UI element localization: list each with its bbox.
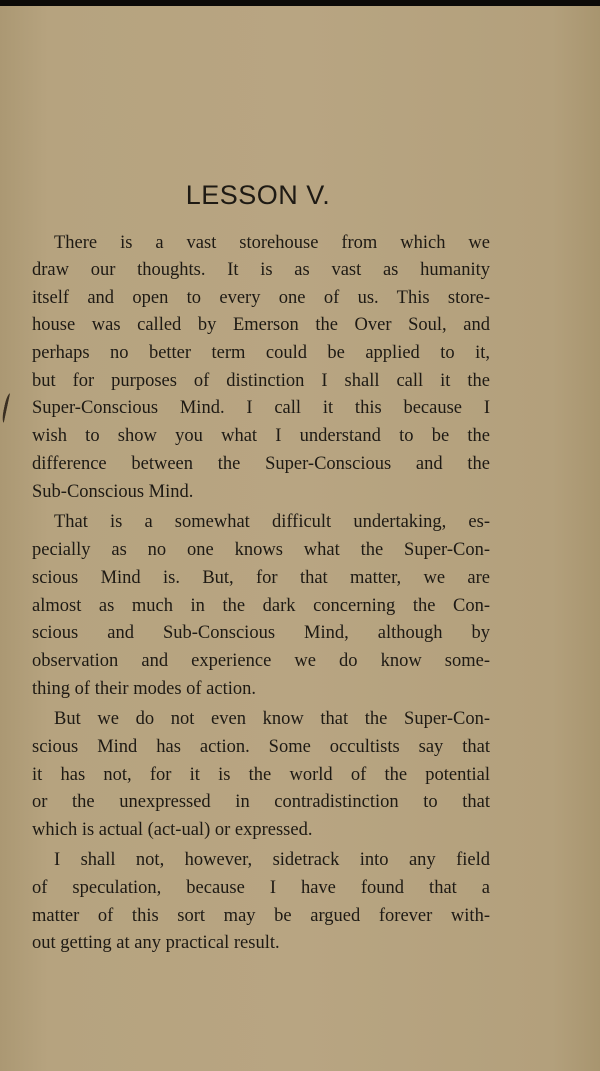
margin-pencil-mark (1, 393, 13, 424)
paragraph-first-line: I shall not, however, sidetrack into any field (54, 850, 490, 870)
paragraph-line: out getting at any practical result. (32, 933, 280, 953)
scan-top-border (0, 0, 600, 6)
paragraph-line: scious and Sub-Conscious Mind, although by (32, 623, 490, 643)
paragraph-line: draw our thoughts. It is as vast as humanity (32, 260, 490, 280)
paragraph-line: pecially as no one knows what the Super-Con- (32, 540, 490, 560)
paragraph-line: but for purposes of distinction I shall call it the (32, 371, 490, 391)
paragraph-line: or the unexpressed in contradistinction to that (32, 792, 490, 812)
paragraph-line: Sub-Conscious Mind. (32, 482, 194, 502)
paragraph-line: wish to show you what I understand to be the (32, 426, 490, 446)
paragraph-first-line: That is a somewhat difficult undertaking, es- (54, 512, 490, 532)
paragraph-line: it has not, for it is the world of the potential (32, 765, 490, 785)
paragraph-line: which is actual (act-ual) or expressed. (32, 820, 313, 840)
lesson-title: LESSON V. (185, 180, 331, 210)
paragraph-line: observation and experience we do know some- (32, 651, 490, 671)
paragraph-line: thing of their modes of action. (32, 679, 257, 699)
paragraph-line: of speculation, because I have found that a (32, 878, 490, 898)
paragraph-line: itself and open to every one of us. This store- (32, 288, 490, 308)
paragraph-line: perhaps no better term could be applied to it, (32, 343, 490, 363)
paragraph-line: difference between the Super-Conscious and the (32, 454, 490, 474)
paragraph-line: almost as much in the dark concerning the Con- (32, 596, 490, 616)
paragraph-line: matter of this sort may be argued forever with- (32, 906, 490, 926)
paragraph-line: Super-Conscious Mind. I call it this because I (32, 398, 490, 418)
paragraph-line: scious Mind is. But, for that matter, we are (32, 568, 490, 588)
paragraph-first-line: There is a vast storehouse from which we (54, 233, 490, 253)
paragraph-line: scious Mind has action. Some occultists say that (32, 737, 490, 757)
paragraph-line: house was called by Emerson the Over Soul, and (32, 315, 490, 335)
paragraph-first-line: But we do not even know that the Super-Con- (54, 709, 490, 729)
